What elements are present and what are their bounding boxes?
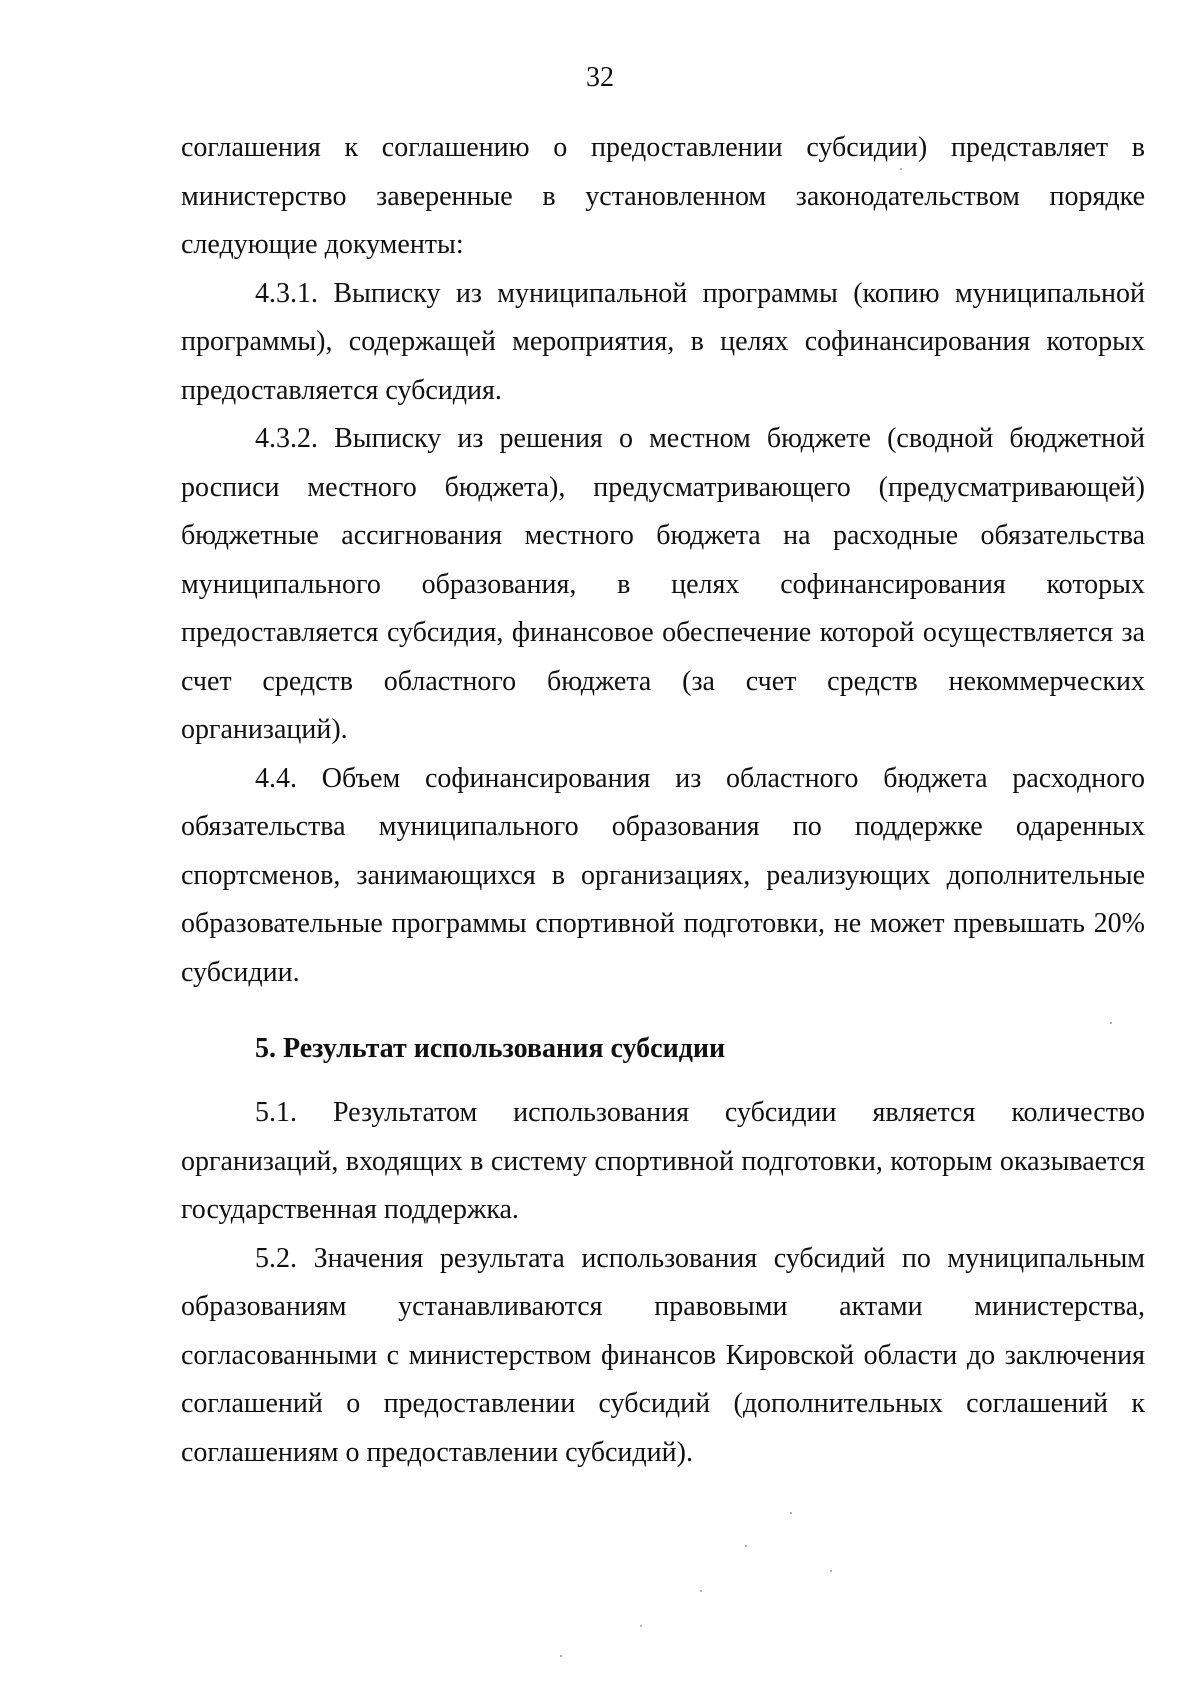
paragraph-5-1: 5.1. Результатом использования субсидии является количество организаций, входящих в систему спортивной подготовки, которым оказывается государственная поддержка.: [181, 1097, 1145, 1225]
paragraph-4-4: 4.4. Объем софинансирования из областного бюджета расходного обязательства муниципального образования по поддержке одаренных спортсменов, занимающихся в организациях, реализующих дополнительные образовательные программы спортивной подготовки, не может превышать 20% субсидии.: [181, 762, 1145, 988]
paragraph-continuation: соглашения к соглашению о предоставлении субсидии) представляет в министерство заверенные в установленном законодательством порядке следующие документы:: [181, 132, 1145, 260]
scan-speck: [560, 1655, 562, 1657]
document-body: [181, 124, 1145, 1477]
scan-speck: [1110, 1022, 1112, 1024]
scan-speck: [900, 168, 902, 170]
page-number: 32: [586, 62, 614, 93]
section-5-heading: 5. Результат использования субсидии: [255, 1033, 726, 1064]
scan-speck: [745, 1545, 747, 1547]
scan-speck: [700, 1590, 702, 1592]
paragraph-4-3-1: 4.3.1. Выписку из муниципальной программы (копию муниципальной программы), содержащей мероприятия, в целях софинансирования которых предоставляется субсидия.: [181, 277, 1145, 406]
scan-speck: [790, 1512, 792, 1514]
paragraph-5-2: 5.2. Значения результата использования субсидий по муниципальным образованиям устанавливаются правовыми актами министерства, согласованными с министерством финансов Кировской области до заключения соглашений о предоставлении субсидий (дополнительных соглашений к соглашениям о предоставлении субсидий).: [181, 1242, 1145, 1468]
scan-speck: [830, 1570, 832, 1572]
scan-speck: [640, 1625, 642, 1627]
paragraph-4-3-2: 4.3.2. Выписку из решения о местном бюджете (сводной бюджетной росписи местного бюджета), предусматривающего (предусматривающей) бюджетные ассигнования местного бюджета на расходные обязательства муниципального образования, в целях софинансирования которых предоставляется субсидия, финансовое обеспечение которой осуществляется за счет средств областного бюджета (за счет средств некоммерческих организаций).: [181, 423, 1145, 745]
